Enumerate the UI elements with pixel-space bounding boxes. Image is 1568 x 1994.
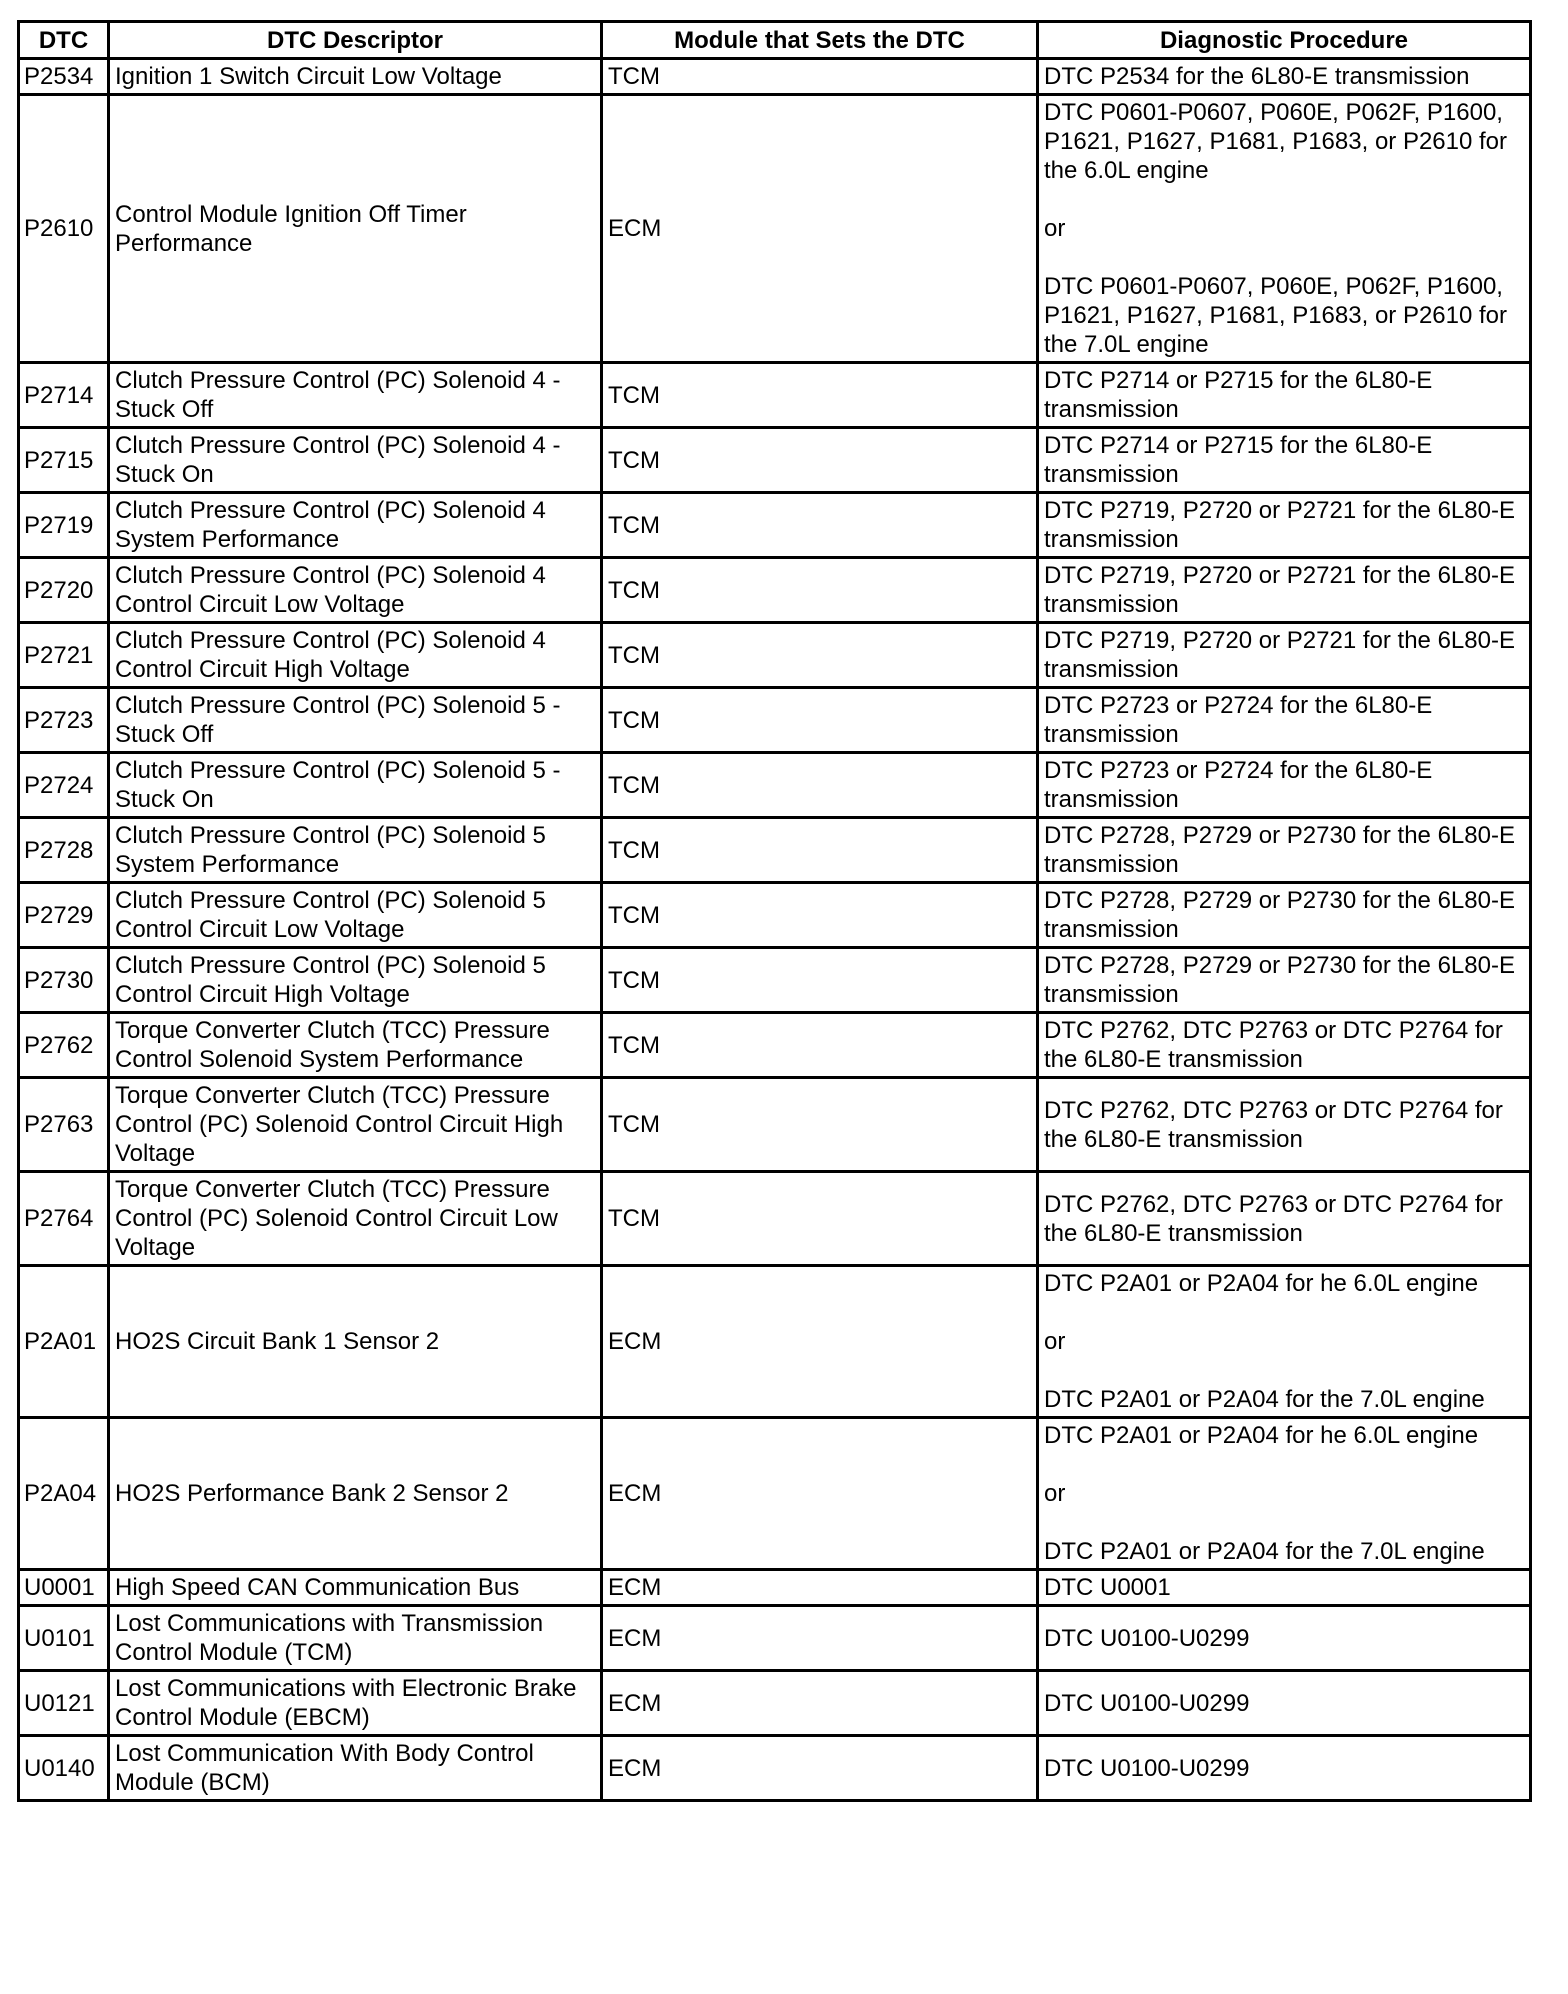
table-row [19,818,1531,883]
dtc-code-cell: P2762 [19,1013,109,1078]
module-cell: ECM [602,1606,1038,1671]
procedure-or-separator: or [1044,1480,1066,1507]
module-cell: TCM [602,428,1038,493]
dtc-descriptor-cell: Clutch Pressure Control (PC) Solenoid 5 Control Circuit High Voltage [109,948,602,1013]
table-row [19,1606,1531,1671]
module-cell: TCM [602,623,1038,688]
procedure-link-text: DTC P2534 for the 6L80-E transmission [1044,63,1470,90]
module-cell: TCM [602,818,1038,883]
procedure-link-text: DTC P2714 or P2715 for the 6L80-E transmission [1044,367,1433,423]
dtc-code-cell: P2714 [19,363,109,428]
diagnostic-procedure-cell [1038,818,1531,883]
dtc-code-cell: P2720 [19,558,109,623]
dtc-code-cell: P2723 [19,688,109,753]
procedure-spacer [1044,1356,1524,1385]
diagnostic-procedure-cell [1038,363,1531,428]
dtc-descriptor-cell: HO2S Circuit Bank 1 Sensor 2 [109,1266,602,1418]
procedure-link-text: DTC P2714 or P2715 for the 6L80-E transmission [1044,432,1433,488]
dtc-descriptor-cell: Torque Converter Clutch (TCC) Pressure Control (PC) Solenoid Control Circuit Low Voltage [109,1172,602,1266]
diagnostic-procedure-cell [1038,1736,1531,1801]
diagnostic-procedure-cell [1038,558,1531,623]
table-row [19,1570,1531,1606]
module-cell: ECM [602,1736,1038,1801]
procedure-link-text: DTC U0100-U0299 [1044,1624,1250,1652]
dtc-code-cell: P2728 [19,818,109,883]
procedure-spacer [1044,243,1524,272]
dtc-code-cell: U0001 [19,1570,109,1606]
procedure-link-text: DTC U0100-U0299 [1044,1754,1250,1782]
module-cell: ECM [602,1671,1038,1736]
diagnostic-procedure-cell [1038,1570,1531,1606]
column-header-module: Module that Sets the DTC [602,22,1038,59]
procedure-link-text: DTC P2A01 or P2A04 for the 7.0L engine [1044,1538,1485,1565]
dtc-code-cell: U0101 [19,1606,109,1671]
procedure-link-text: DTC P2728, P2729 or P2730 for the 6L80-E transmission [1044,952,1515,1008]
table-row [19,623,1531,688]
module-cell: TCM [602,1013,1038,1078]
diagnostic-procedure-cell [1038,95,1531,363]
dtc-descriptor-cell: Clutch Pressure Control (PC) Solenoid 5 - Stuck Off [109,688,602,753]
module-cell: ECM [602,1266,1038,1418]
procedure-or-separator: or [1044,1328,1066,1355]
dtc-descriptor-cell: Clutch Pressure Control (PC) Solenoid 4 System Performance [109,493,602,558]
dtc-code-cell: P2610 [19,95,109,363]
dtc-code-cell: P2724 [19,753,109,818]
procedure-spacer [1044,1508,1524,1537]
table-row [19,95,1531,363]
dtc-code-cell: P2729 [19,883,109,948]
diagnostic-procedure-cell [1038,753,1531,818]
dtc-code-cell: P2764 [19,1172,109,1266]
dtc-code-cell: P2730 [19,948,109,1013]
diagnostic-procedure-cell [1038,1266,1531,1418]
diagnostic-procedure-cell [1038,428,1531,493]
table-row [19,688,1531,753]
dtc-code-cell: P2A04 [19,1418,109,1570]
diagnostic-procedure-cell [1038,688,1531,753]
module-cell: ECM [602,95,1038,363]
procedure-link-text: DTC P2762, DTC P2763 or DTC P2764 for the 6L80-E transmission [1044,1096,1503,1153]
procedure-link-text: DTC P2762, DTC P2763 or DTC P2764 for the 6L80-E transmission [1044,1017,1503,1073]
procedure-link-text: DTC P2728, P2729 or P2730 for the 6L80-E transmission [1044,822,1515,878]
procedure-link-text: DTC P2719, P2720 or P2721 for the 6L80-E transmission [1044,627,1515,683]
diagnostic-procedure-cell [1038,1671,1531,1736]
procedure-link-text: DTC U0100-U0299 [1044,1689,1250,1717]
dtc-descriptor-cell: Torque Converter Clutch (TCC) Pressure Control (PC) Solenoid Control Circuit High Voltage [109,1078,602,1172]
dtc-code-cell: P2721 [19,623,109,688]
procedure-link-text: DTC U0001 [1044,1574,1171,1601]
dtc-code-cell: U0121 [19,1671,109,1736]
dtc-descriptor-cell: Lost Communication With Body Control Module (BCM) [109,1736,602,1801]
table-header-row [19,22,1531,59]
dtc-descriptor-cell: High Speed CAN Communication Bus [109,1570,602,1606]
procedure-spacer [1044,1450,1524,1479]
module-cell: ECM [602,1418,1038,1570]
diagnostic-procedure-cell [1038,1172,1531,1266]
table-row [19,883,1531,948]
diagnostic-procedure-cell [1038,493,1531,558]
diagnostic-procedure-cell [1038,883,1531,948]
module-cell: TCM [602,883,1038,948]
diagnostic-procedure-cell [1038,59,1531,95]
module-cell: TCM [602,59,1038,95]
procedure-link-text: DTC P2723 or P2724 for the 6L80-E transmission [1044,692,1433,748]
module-cell: TCM [602,688,1038,753]
table-row [19,948,1531,1013]
column-header-descriptor: DTC Descriptor [109,22,602,59]
module-cell: TCM [602,493,1038,558]
module-cell: TCM [602,753,1038,818]
procedure-spacer [1044,185,1524,214]
dtc-descriptor-cell: Clutch Pressure Control (PC) Solenoid 4 - Stuck On [109,428,602,493]
module-cell: TCM [602,1078,1038,1172]
dtc-descriptor-cell: Clutch Pressure Control (PC) Solenoid 4 - Stuck Off [109,363,602,428]
dtc-descriptor-cell: HO2S Performance Bank 2 Sensor 2 [109,1418,602,1570]
procedure-link-text: DTC P0601-P0607, P060E, P062F, P1600, P1621, P1627, P1681, P1683, or P2610 for the 7.0L engine [1044,273,1508,358]
procedure-link-text: DTC P0601-P0607, P060E, P062F, P1600, P1621, P1627, P1681, P1683, or P2610 for the 6.0L engine [1044,99,1508,184]
table-row [19,1013,1531,1078]
diagnostic-procedure-cell [1038,948,1531,1013]
column-header-procedure: Diagnostic Procedure [1038,22,1531,59]
dtc-descriptor-cell: Lost Communications with Electronic Brake Control Module (EBCM) [109,1671,602,1736]
table-row [19,428,1531,493]
dtc-code-cell: P2534 [19,59,109,95]
module-cell: TCM [602,948,1038,1013]
dtc-code-cell: U0140 [19,1736,109,1801]
dtc-descriptor-cell: Clutch Pressure Control (PC) Solenoid 4 Control Circuit Low Voltage [109,558,602,623]
procedure-link-text: DTC P2A01 or P2A04 for he 6.0L engine [1044,1422,1479,1449]
table-row [19,1078,1531,1172]
table-row [19,1266,1531,1418]
dtc-descriptor-cell: Clutch Pressure Control (PC) Solenoid 5 Control Circuit Low Voltage [109,883,602,948]
procedure-link-text: DTC P2719, P2720 or P2721 for the 6L80-E transmission [1044,562,1515,618]
procedure-link-text: DTC P2728, P2729 or P2730 for the 6L80-E transmission [1044,887,1515,943]
table-row [19,59,1531,95]
dtc-descriptor-cell: Clutch Pressure Control (PC) Solenoid 4 Control Circuit High Voltage [109,623,602,688]
table-body [19,59,1531,1801]
dtc-code-cell: P2715 [19,428,109,493]
dtc-code-cell: P2763 [19,1078,109,1172]
dtc-descriptor-cell: Ignition 1 Switch Circuit Low Voltage [109,59,602,95]
diagnostic-procedure-cell [1038,1013,1531,1078]
procedure-or-separator: or [1044,215,1066,242]
table-row [19,493,1531,558]
module-cell: ECM [602,1570,1038,1606]
module-cell: TCM [602,363,1038,428]
table-row [19,1418,1531,1570]
table-row [19,363,1531,428]
dtc-descriptor-cell: Clutch Pressure Control (PC) Solenoid 5 System Performance [109,818,602,883]
procedure-link-text: DTC P2A01 or P2A04 for he 6.0L engine [1044,1270,1479,1297]
module-cell: TCM [602,1172,1038,1266]
dtc-descriptor-cell: Control Module Ignition Off Timer Performance [109,95,602,363]
procedure-link-text: DTC P2719, P2720 or P2721 for the 6L80-E transmission [1044,497,1515,553]
table-row [19,1736,1531,1801]
dtc-descriptor-cell: Clutch Pressure Control (PC) Solenoid 5 - Stuck On [109,753,602,818]
table-row [19,1172,1531,1266]
procedure-link-text: DTC P2A01 or P2A04 for the 7.0L engine [1044,1386,1485,1413]
table-row [19,1671,1531,1736]
dtc-table [17,20,1532,1802]
procedure-link-text: DTC P2723 or P2724 for the 6L80-E transmission [1044,757,1433,813]
diagnostic-procedure-cell [1038,623,1531,688]
column-header-dtc: DTC [19,22,109,59]
dtc-code-cell: P2719 [19,493,109,558]
module-cell: TCM [602,558,1038,623]
table-row [19,753,1531,818]
table-row [19,558,1531,623]
procedure-link-text: DTC P2762, DTC P2763 or DTC P2764 for the 6L80-E transmission [1044,1190,1503,1247]
dtc-descriptor-cell: Lost Communications with Transmission Control Module (TCM) [109,1606,602,1671]
diagnostic-procedure-cell [1038,1078,1531,1172]
diagnostic-procedure-cell [1038,1418,1531,1570]
dtc-code-cell: P2A01 [19,1266,109,1418]
dtc-descriptor-cell: Torque Converter Clutch (TCC) Pressure Control Solenoid System Performance [109,1013,602,1078]
diagnostic-procedure-cell [1038,1606,1531,1671]
procedure-spacer [1044,1298,1524,1327]
